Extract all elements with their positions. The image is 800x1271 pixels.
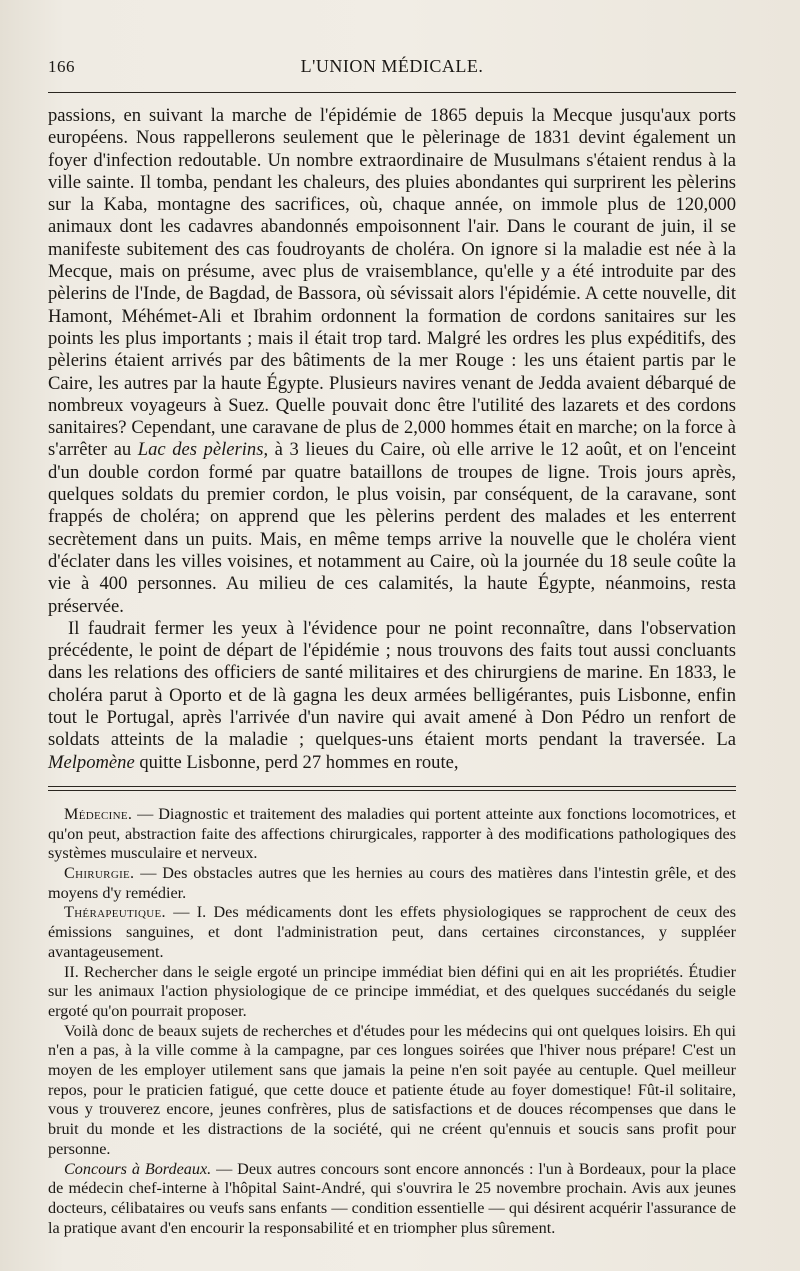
note-therapeutique: Thérapeutique. — I. Des médicaments dont les effets physiologiques se rapprochent de ceux des émissions sanguines, et dont l'administration peut, dans certaines circonstances, y suppléer avantageusement. <box>48 903 736 961</box>
italic-place-name: Lac des pèlerins <box>137 439 264 461</box>
header-rule <box>48 92 736 93</box>
main-paragraph-2: Il faudrait fermer les yeux à l'évidence pour ne point reconnaître, dans l'observation précédente, le point de départ de l'épidémie ; nous trouvons des faits tout aussi concluants dans les relations des officiers de santé militaires et des chirurgiens de marine. En 1833, le choléra parut à Oporto et de là gagna les deux armées belligérantes, puis Lisbonne, enfin tout le Portugal, après l'arrivée d'un navire qui avait amené à Don Pédro un renfort de soldats atteints de la maladie ; quelques-uns étaient morts pendant la traversée. La Melpomène quitte Lisbonne, perd 27 hommes en route, <box>48 617 736 773</box>
note-sujets-recherches: Voilà donc de beaux sujets de recherches et d'études pour les médecins qui ont quelques loisirs. Eh qui n'en a pas, à la ville comme à la campagne, par ces longues soirées que l'hiver nous prépare! C'est un moyen de les employer utilement sans que jamais la peine n'en soit payée au centuple. Quel meilleur repos, pour le praticien fatigué, que cette douce et patiente étude au foyer domestique! Fût-il solitaire, vous y trouverez encore, jeunes confrères, plus de satisfactions et de douces récompenses que dans le bruit du monde et les distractions de la société, qui ne créent qu'ennuis et soucis sans profit pour personne. <box>48 1021 736 1158</box>
note-chirurgie: Chirurgie. — Des obstacles autres que les hernies au cours des matières dans l'intestin grêle, et des moyens d'y remédier. <box>48 864 736 902</box>
page-header <box>48 56 736 86</box>
feuilleton-text <box>48 805 736 1238</box>
page-number: 166 <box>48 57 75 76</box>
note-medecine: Médecine. — Diagnostic et traitement des maladies qui portent atteinte aux fonctions locomotrices, et qu'on peut, abstraction faite des affections chirurgicales, rapporter à des modifications pathologiques des systèmes musculaire et nerveux. <box>48 804 736 863</box>
note-concours-bordeaux: Concours à Bordeaux. — Deux autres concours sont encore annoncés : l'un à Bordeaux, pour la place de médecin chef-interne à l'hôpital Saint-André, qui s'ouvrira le 25 novembre prochain. Avis aux jeunes docteurs, célibataires ou veufs sans enfants — condition essentielle — qui désirent acquérir l'assurance de la pratique avant d'en encourir la responsabilité et en triompher plus sûrement. <box>48 1159 736 1237</box>
note-seigle-ergote: II. Rechercher dans le seigle ergoté un principe immédiat bien défini qui en ait les propriétés. Étudier sur les animaux l'action physiologique de ce principe immédiat, et des quelques succédanés du seigle ergoté qu'on pourrait proposer. <box>48 962 736 1020</box>
italic-ship-name: Melpomène <box>48 751 135 773</box>
main-paragraph-1: passions, en suivant la marche de l'épidémie de 1865 depuis la Mecque jusqu'aux ports européens. Nous rappellerons seulement que le pèlerinage de 1831 devint également un foyer d'infection redoutable. Un nombre extraordinaire de Musulmans s'étaient rendus à la ville sainte. Il tomba, pendant les chaleurs, des pluies abondantes qui surprirent les pèlerins sur la Kaba, montagne des sacrifices, où, chaque année, on immole plus de 120,000 animaux dont les cadavres abandonnés empoisonnent l'air. Dans le courant de juin, il se manifeste subitement des cas foudroyants de choléra. On ignore si la maladie est née à la Mecque, mais on présume, avec plus de vraisemblance, qu'elle y a été introduite par des pèlerins de l'Inde, de Bagdad, de Bassora, où sévissait alors l'épidémie. A cette nouvelle, dit Hamont, Méhémet-Ali et Ibrahim ordonnent la formation de cordons sanitaires sur les points les plus importants ; mais il était trop tard. Malgré les ordres les plus expéditifs, des pèlerins étaient arrivés par des bâtiments de la mer Rouge : les uns étaient partis par le Caire, les autres par la haute Égypte. Plusieurs navires venant de Jedda avaient débarqué de nombreux voyageurs à Suez. Quelle pouvait donc être l'utilité des lazarets et des cordons sanitaires? Cependant, une caravane de plus de 2,000 hommes était en marche; on la force à s'arrêter au Lac des pèlerins, à 3 lieues du Caire, où elle arrive le 12 août, et on l'enceint d'un double cordon formé par quatre bataillons de troupes de ligne. Trois jours après, quelques soldats du premier cordon, le plus voisin, par conséquent, de la caravane, sont frappés de choléra; on apprend que les pèlerins perdent des malades et les enterrent secrètement dans un puits. Mais, en même temps arrive la nouvelle que le choléra vient d'éclater dans les villes voisines, et notamment au Caire, où la journée du 18 seule coûte la vie à 400 personnes. Au milieu de ces calamités, la haute Égypte, néanmoins, resta préservée. <box>48 105 736 617</box>
running-title: L'UNION MÉDICALE. <box>300 56 484 76</box>
section-separator <box>48 786 736 791</box>
main-text <box>48 105 736 774</box>
